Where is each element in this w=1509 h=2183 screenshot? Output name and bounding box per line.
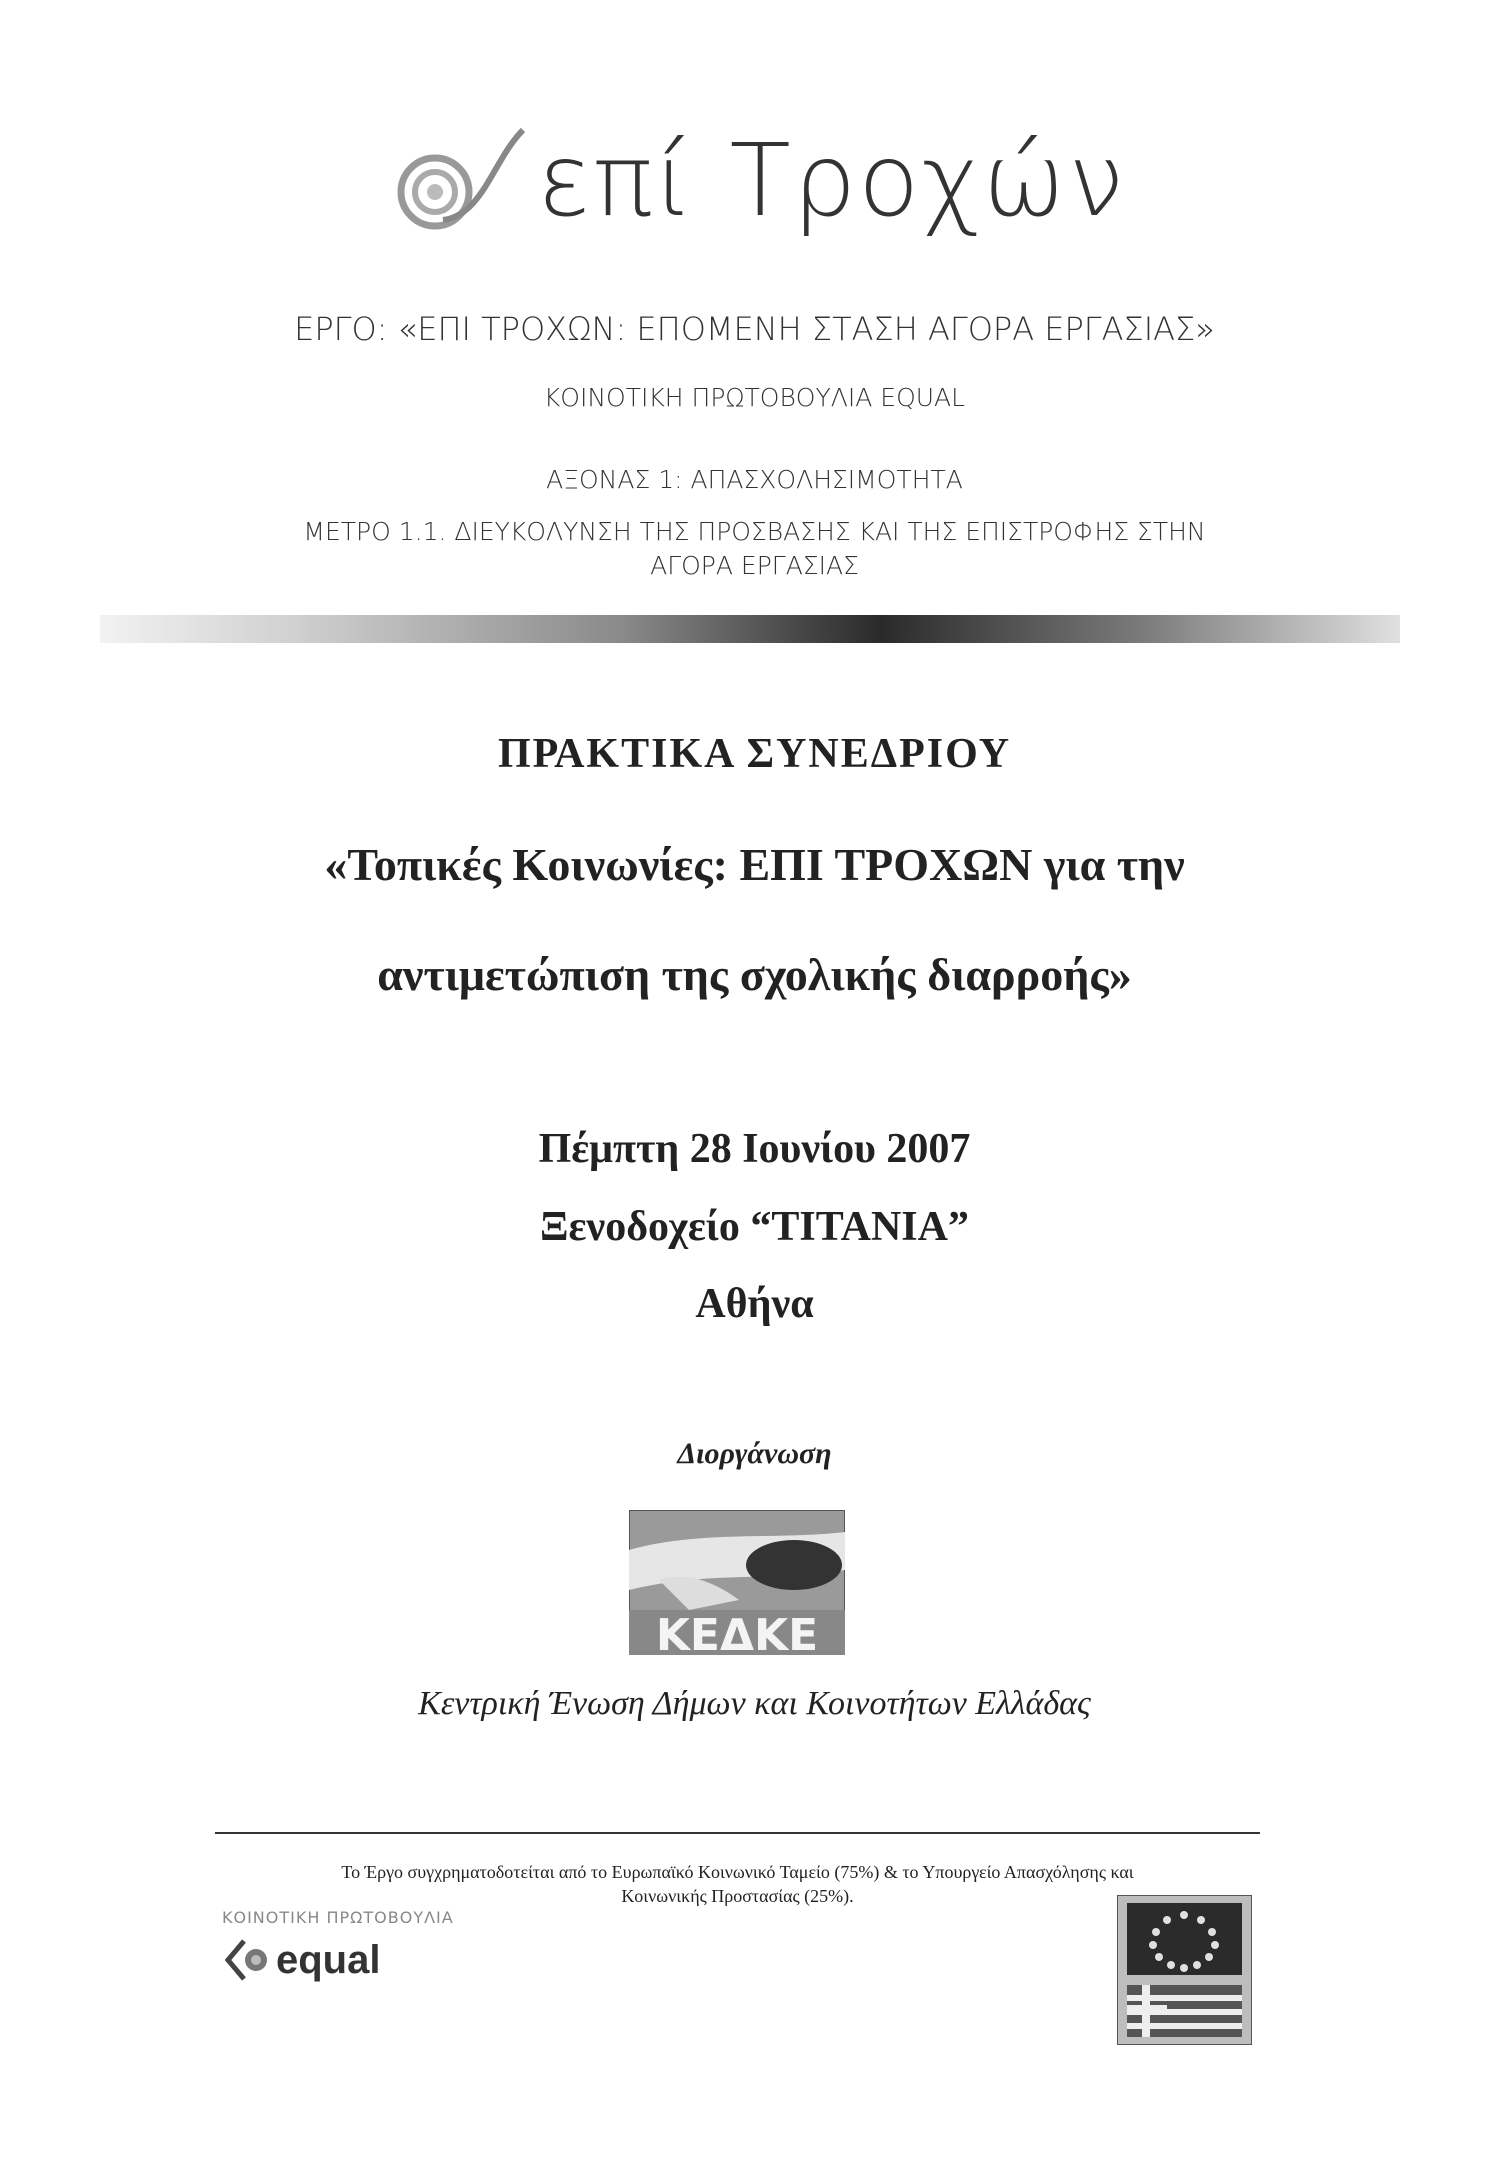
conference-title-line-1: «Τοπικές Κοινωνίες: ΕΠΙ ΤΡΟΧΩΝ για την: [324, 839, 1185, 890]
project-logo: [0, 110, 1509, 250]
proceedings-heading: ΠΡΑΚΤΙΚΑ ΣΥΝΕΔΡΙΟΥ: [497, 731, 1012, 777]
event-city: Αθήνα: [695, 1281, 814, 1327]
swirl-logo-icon: [383, 120, 533, 240]
footer-rule: [215, 1832, 1260, 1834]
initiative-label: ΚΟΙΝΟΤΙΚΗ ΠΡΩΤΟΒΟΥΛΙΑ EQUAL: [543, 383, 966, 412]
funding-note: [215, 1860, 1260, 1908]
logo-title: επί Τροχών: [536, 121, 1127, 239]
measure-line-2: ΑΓΟΡΑ ΕΡΓΑΣΙΑΣ: [650, 551, 859, 580]
axis-label: ΑΞΟΝΑΣ 1: ΑΠΑΣΧΟΛΗΣΙΜΟΤΗΤΑ: [546, 465, 963, 494]
conference-title-line-2: αντιμετώπιση της σχολικής διαρροής»: [377, 949, 1132, 1000]
event-venue: Ξενοδοχείο “TITANIA”: [540, 1204, 969, 1250]
funding-line-2: Κοινωνικής Προστασίας (25%).: [621, 1886, 854, 1906]
gradient-divider: [100, 615, 1400, 643]
kedke-logo-icon: [629, 1510, 845, 1655]
equal-arrow-icon: [222, 1935, 272, 1985]
equal-initiative-label: ΚΟΙΝΟΤΙΚΗ ΠΡΩΤΟΒΟΥΛΙΑ: [222, 1908, 454, 1927]
equal-logo: [222, 1935, 380, 1985]
measure-label: [0, 515, 1509, 583]
organizer-name: Κεντρική Ένωση Δήμων και Κοινοτήτων Ελλάδας: [418, 1685, 1091, 1722]
measure-line-1: ΜΕΤΡΟ 1.1. ΔΙΕΥΚΟΛΥΝΣΗ ΤΗΣ ΠΡΟΣΒΑΣΗΣ ΚΑΙ ΤΗΣ ΕΠΙΣΤΡΟΦΗΣ ΣΤΗΝ: [303, 517, 1206, 546]
project-title: ΕΡΓΟ: «ΕΠΙ ΤΡΟΧΩΝ: ΕΠΟΜΕΝΗ ΣΤΑΣΗ ΑΓΟΡΑ ΕΡΓΑΣΙΑΣ»: [294, 310, 1215, 348]
organizer-label: Διοργάνωση: [677, 1437, 832, 1470]
funding-line-1: Το Έργο συγχρηματοδοτείται από το Ευρωπαϊκό Κοινωνικό Ταμείο (75%) & το Υπουργείο Απασχόλησης και: [341, 1862, 1134, 1882]
kedke-logo-text: ΚΕΔΚΕ: [655, 1610, 819, 1655]
eu-greece-flags-icon: [1117, 1895, 1252, 2045]
equal-word: equal: [276, 1937, 381, 1982]
event-date: Πέμπτη 28 Ιουνίου 2007: [538, 1126, 971, 1172]
